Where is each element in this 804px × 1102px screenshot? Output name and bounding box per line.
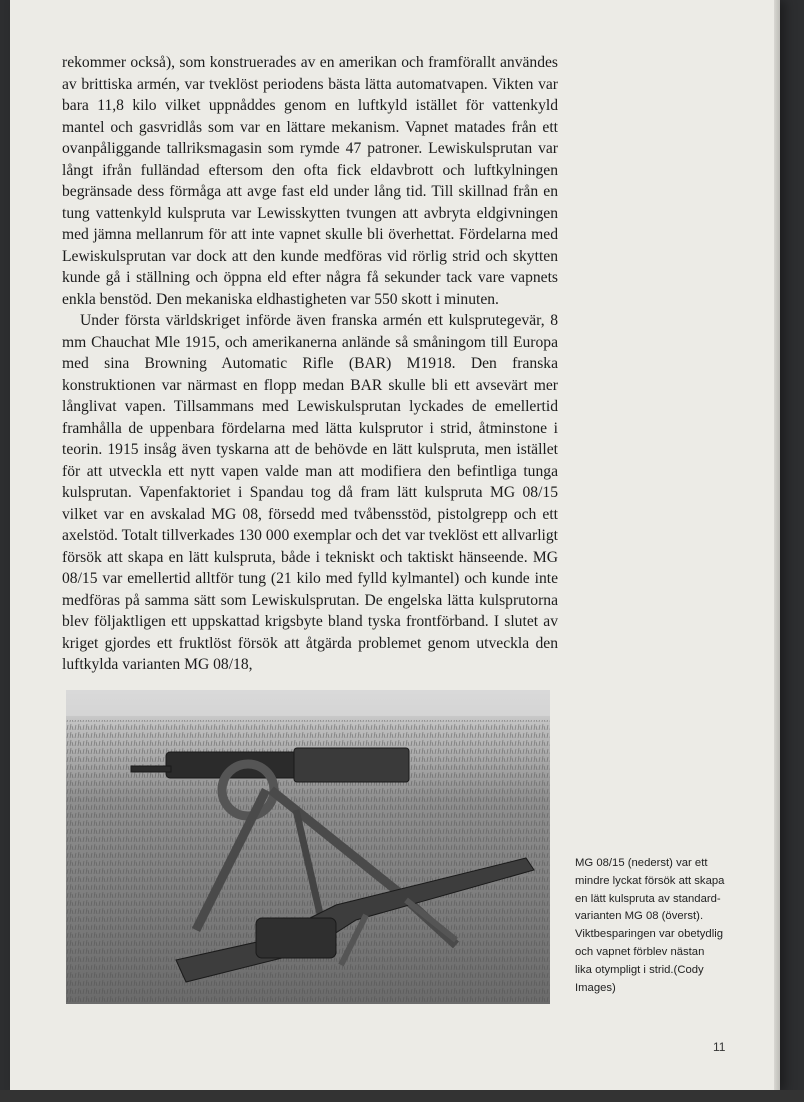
page-number: 11 bbox=[713, 1040, 726, 1054]
caption-line: och vapnet förblev nästan bbox=[575, 945, 705, 958]
body-text bbox=[62, 52, 558, 676]
paragraph-1: rekommer också), som konstruerades av en amerikan och framförallt användes av brittiska armén, var tveklöst periodens bästa lätta automatvapen. Vikten var bara 11,8 kilo vilket uppnåddes genom en luftkyld istället för vattenkyld mantel och gasvridlås som var en lättare mekanism. Vapnet matades från ett ovanpåliggande tallriksmagasin som rymde 47 patroner. Lewiskulsprutan var långt ifrån fulländad eftersom den ofta fick eldavbrott och luftkylningen begränsade dess förmåga att avge fast eld under lång tid. Till skillnad från en tung vattenkyld kulspruta var Lewisskytten tvungen att avbryta eldgivningen med jämna mellanrum för att inte vapnet skulle bli överhettat. Fördelarna med Lewiskulsprutan var dock att den kunde medföras vid rörlig strid och skytten kunde gå i ställning och öppna eld efter några få sekunder tack vare vapnets enkla benstöd. Den mekaniska eldhastigheten var 550 skott i minuten. bbox=[62, 54, 558, 308]
caption-line: mindre lyckat försök att skapa bbox=[575, 874, 725, 887]
caption-line: MG 08/15 (nederst) var ett bbox=[575, 857, 708, 869]
paragraph-2: Under första världskriget införde även franska armén ett kulsprutegevär, 8 mm Chauchat Mle 1915, och amerikanerna anlände så småningom till Europa med sina Browning Automatic Rifle (BAR) M1918. Den franska konstruktionen var närmast en flopp medan BAR skulle bli ett avsevärt mer långlivat vapen. Tillsammans med Lewiskulsprutan lyckades de emellertid framhålla de uppenbara fördelarna med lätta kulsprutor i strid, åtminstone i teorin. 1915 insåg även tyskarna att de behövde en lätt kulspruta, men istället för att utveckla ett nytt vapen valde man att modifiera den befintliga tunga kulsprutan. Vapenfaktoriet i Spandau tog då fram lätt kulspruta MG 08/15 vilket var en avskalad MG 08, försedd med tvåbensstöd, pistolgrepp och ett axelstöd. Totalt tillverkades 130 000 exemplar och det var tveklöst ett allvarligt försök att skapa en lätt kulspruta, både i tekniskt och taktiskt hänseende. MG 08/15 var emellertid alltför tung (21 kilo med fylld kylmantel) och kunde inte medföras på samma sätt som Lewiskulsprutan. De engelska lätta kulsprutorna blev följaktligen ett uppskattad krigsbyte bland tyska frontförband. I slutet av kriget gjordes ett fruktlöst försök att åtgärda problemet genom utveckla den luftkylda varianten MG 08/18, bbox=[62, 312, 558, 673]
caption-line: varianten MG 08 (överst). bbox=[575, 910, 704, 923]
page-edge bbox=[774, 0, 780, 1092]
photo-caption bbox=[575, 855, 745, 997]
caption-line: en lätt kulspruta av standard- bbox=[575, 892, 721, 905]
machine-gun-photo bbox=[66, 690, 550, 1004]
book-page bbox=[10, 0, 780, 1092]
caption-line: Images) bbox=[575, 981, 616, 994]
background-surface bbox=[0, 1090, 804, 1102]
caption-line: lika otympligt i strid.(Cody bbox=[575, 963, 704, 976]
caption-line: Viktbesparingen var obetydlig bbox=[575, 928, 724, 941]
